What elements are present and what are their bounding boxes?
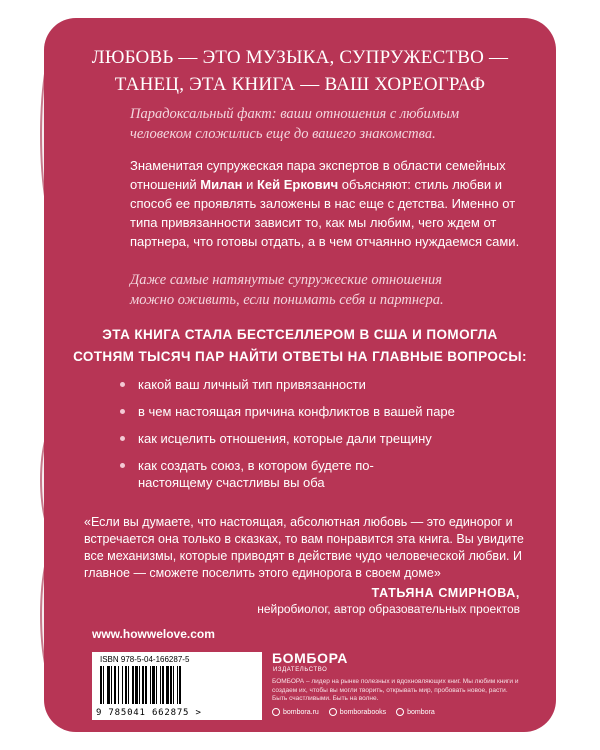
barcode-bar xyxy=(156,666,157,704)
publisher-blurb: БОМБОРА – лидер на рынке полезных и вдохновляющих книг. Мы любим книги и создаем их, чтобы вы могли творить, открывать мир, пробовать новое, расти. Быть счастливыми. Быть на волне. xyxy=(272,678,519,702)
publisher-logo: БОМБОРА xyxy=(272,650,348,666)
social-site[interactable] xyxy=(272,708,319,716)
testimonial-author xyxy=(257,586,520,616)
social-telegram-text: bombora xyxy=(407,708,435,716)
barcode-bar xyxy=(125,666,127,704)
body-text-1: Знаменитая супружеская пара экспертов в области семейных отношений xyxy=(130,158,506,192)
barcode-bar xyxy=(139,666,140,704)
bestseller-heading-line-2: СОТНЯМ ТЫСЯЧ ПАР НАЙТИ ОТВЕТЫ НА ГЛАВНЫЕ ВОПРОСЫ: xyxy=(73,349,527,364)
bullet-dot-icon xyxy=(120,436,125,441)
social-telegram[interactable] xyxy=(396,708,435,716)
barcode-digits: 9 785041 662875 > xyxy=(96,708,202,718)
list-item-text: в чем настоящая причина конфликтов в вашей паре xyxy=(138,404,455,419)
barcode-bar xyxy=(170,666,172,704)
second-italic-line-1: Даже самые натянутые супружеские отношения xyxy=(130,272,443,288)
barcode-bar xyxy=(160,666,161,704)
barcode-bar xyxy=(162,666,164,704)
telegram-icon xyxy=(396,708,404,716)
barcode-bar xyxy=(150,666,151,704)
bullet-dot-icon xyxy=(120,409,125,414)
barcode-bar xyxy=(118,666,119,704)
barcode-bar xyxy=(128,666,129,704)
barcode-bar xyxy=(111,666,112,704)
bullet-dot-icon xyxy=(120,382,125,387)
barcode-bar xyxy=(145,666,147,704)
social-vk-text: bomborabooks xyxy=(339,708,387,716)
barcode-bar xyxy=(177,666,178,704)
body-paragraph xyxy=(130,156,520,251)
barcode-bar xyxy=(103,666,104,704)
list-item xyxy=(120,457,398,491)
list-item xyxy=(120,376,510,393)
headline-line-1: ЛЮБОВЬ — ЭТО МУЗЫКА, СУПРУЖЕСТВО — xyxy=(91,47,509,68)
second-italic-line-2: можно оживить, если понимать себя и партнера. xyxy=(130,292,444,308)
list-item xyxy=(120,403,510,420)
barcode-bar xyxy=(100,666,102,704)
headline-line-2: ТАНЕЦ, ЭТА КНИГА — ВАШ ХОРЕОГРАФ xyxy=(114,74,486,95)
barcode-bar xyxy=(122,666,123,704)
intro-italic xyxy=(130,104,530,144)
social-vk[interactable] xyxy=(329,708,386,716)
body-conjunction: и xyxy=(242,177,257,192)
barcode-bar xyxy=(179,666,181,704)
bestseller-heading-line-1: ЭТА КНИГА СТАЛА БЕСТСЕЛЛЕРОМ В США И ПОМОГЛА xyxy=(102,327,498,342)
author-name: ТАТЬЯНА СМИРНОВА, xyxy=(371,586,520,600)
author-name-kay: Кей Еркович xyxy=(256,177,339,192)
author-name-milan: Милан xyxy=(200,177,243,192)
second-italic xyxy=(130,270,530,310)
author-role: нейробиолог, автор образовательных проектов xyxy=(257,602,520,616)
barcode xyxy=(92,652,262,720)
bullet-dot-icon xyxy=(120,463,125,468)
publisher-logo-sub: ИЗДАТЕЛЬСТВО xyxy=(273,667,328,673)
barcode-bar xyxy=(114,666,116,704)
body-text-2: объясняют: стиль любви и способ ее проявлять заложены в нас еще с детства. Именно от типа привязанности зависит то, как мы любим, чего ждем от партнера, что готовы отдать, а в чем отчаянно нуждаемся сами. xyxy=(130,177,520,249)
website-link[interactable]: www.howwelove.com xyxy=(92,627,215,641)
isbn-number: ISBN 978-5-04-166287-5 xyxy=(100,655,190,664)
barcode-bar xyxy=(166,666,169,704)
barcode-bar xyxy=(152,666,155,704)
publisher-socials xyxy=(272,708,435,716)
list-item-text: как исцелить отношения, которые дали трещину xyxy=(138,431,432,446)
vk-icon xyxy=(329,708,337,716)
globe-icon xyxy=(272,708,280,716)
barcode-bar xyxy=(135,666,138,704)
barcode-bar xyxy=(173,666,174,704)
barcode-bar xyxy=(132,666,134,704)
barcode-bar xyxy=(142,666,144,704)
intro-italic-line-2: человеком сложились еще до вашего знакомства. xyxy=(130,126,436,142)
questions-list xyxy=(120,376,510,501)
bestseller-heading xyxy=(44,324,556,368)
list-item xyxy=(120,430,510,447)
list-item-text: какой ваш личный тип привязанности xyxy=(138,377,366,392)
social-site-text: bombora.ru xyxy=(283,708,319,716)
testimonial-quote: «Если вы думаете, что настоящая, абсолютная любовь — это единорог и встречается она только в сказках, то вам понравится эта книга. Вы увидите все механизмы, которые приводят в действие чудо человеческой любви. И главное — сможете поселить этого единорога в своем доме» xyxy=(84,515,524,580)
list-item-text: как создать союз, в котором будете по-настоящему счастливы вы оба xyxy=(138,458,374,490)
intro-italic-line-1: Парадоксальный факт: ваши отношения с любимым xyxy=(130,106,460,122)
headline xyxy=(44,44,556,98)
barcode-bar xyxy=(107,666,110,704)
